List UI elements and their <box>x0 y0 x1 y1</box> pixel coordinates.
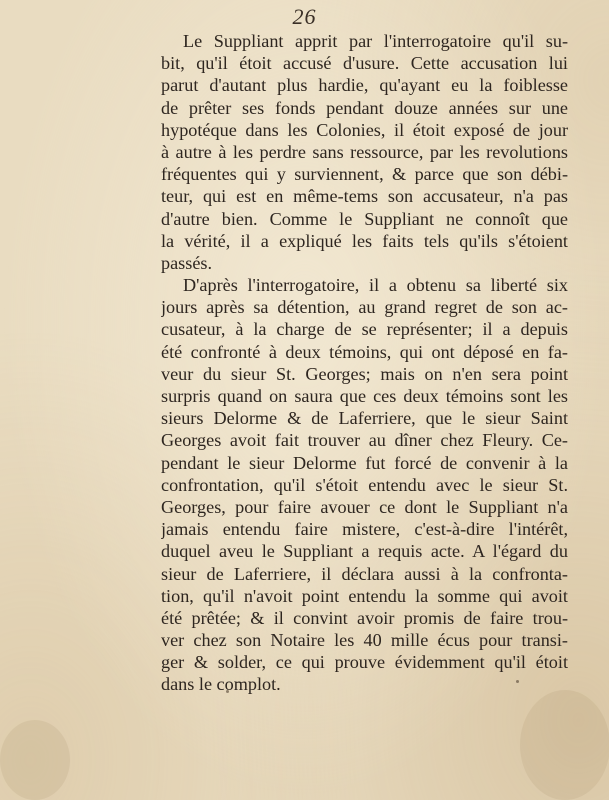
paper-stain <box>520 690 609 800</box>
text-line: fréquentes qui y surviennent, & parce que son débi- <box>161 164 568 185</box>
text-line: bit, qu'il étoit accusé d'usure. Cette accusation lui <box>161 53 568 74</box>
text-line: Georges avoit fait trouver au dîner chez Fleury. Ce- <box>161 430 568 451</box>
text-line: ver chez son Notaire les 40 mille écus pour transi- <box>161 630 568 651</box>
text-line: duquel aveu le Suppliant a requis acte. A l'égard du <box>161 541 568 562</box>
text-line: veur du sieur St. Georges; mais on n'en sera point <box>161 363 568 384</box>
page-number: 26 <box>292 4 317 29</box>
text-line: passés. <box>161 252 213 273</box>
text-line: tion, qu'il n'avoit point entendu la somme qui avoit <box>161 585 568 606</box>
text-line: jamais entendu faire mistere, c'est-à-dire l'intérêt, <box>161 519 568 540</box>
text-line: sieurs Delorme & de Laferriere, que le sieur Saint <box>161 408 568 429</box>
paper-stain <box>0 720 70 800</box>
text-line: la vérité, il a expliqué les faits tels qu'ils s'étoient <box>161 230 568 251</box>
text-line: ger & solder, ce qui prouve évidemment qu'il étoit <box>161 652 568 673</box>
text-line: Georges, pour faire avouer ce dont le Suppliant n'a <box>161 496 568 517</box>
text-line: Le Suppliant apprit par l'interrogatoire qu'il su- <box>183 31 568 51</box>
text-line: teur, qui est en même-tems son accusateur, n'a pas <box>161 186 568 207</box>
text-line: surpris quand on saura que ces deux témoins sont les <box>161 386 568 406</box>
text-line: été confronté à deux témoins, qui ont déposé en fa- <box>161 341 568 362</box>
text-line: D'après l'interrogatoire, il a obtenu sa liberté six <box>183 275 568 296</box>
text-line: cusateur, à la charge de se représenter; il a depuis <box>161 319 568 340</box>
body-text <box>161 30 568 696</box>
text-line: sieur de Laferriere, il déclara aussi à la confronta- <box>161 563 568 584</box>
text-line: été prêtée; & il convint avoir promis de faire trou- <box>161 607 568 628</box>
text-line: confrontation, qu'il s'étoit entendu avec le sieur St. <box>161 474 568 495</box>
text-line: de prêter ses fonds pendant douze années sur une <box>161 97 568 118</box>
text-line: pendant le sieur Delorme fut forcé de convenir à la <box>161 452 568 473</box>
text-line: hypotéque dans les Colonies, il étoit exposé de jour <box>161 119 568 140</box>
text-line: parut d'autant plus hardie, qu'ayant eu la foiblesse <box>161 75 568 96</box>
text-line: à autre à les perdre sans ressource, par les revolutions <box>161 141 568 162</box>
text-line: jours après sa détention, au grand regret de son ac- <box>161 297 568 318</box>
text-line: d'autre bien. Comme le Suppliant ne connoît que <box>161 208 568 229</box>
text-line: dans le complot. <box>161 674 281 695</box>
